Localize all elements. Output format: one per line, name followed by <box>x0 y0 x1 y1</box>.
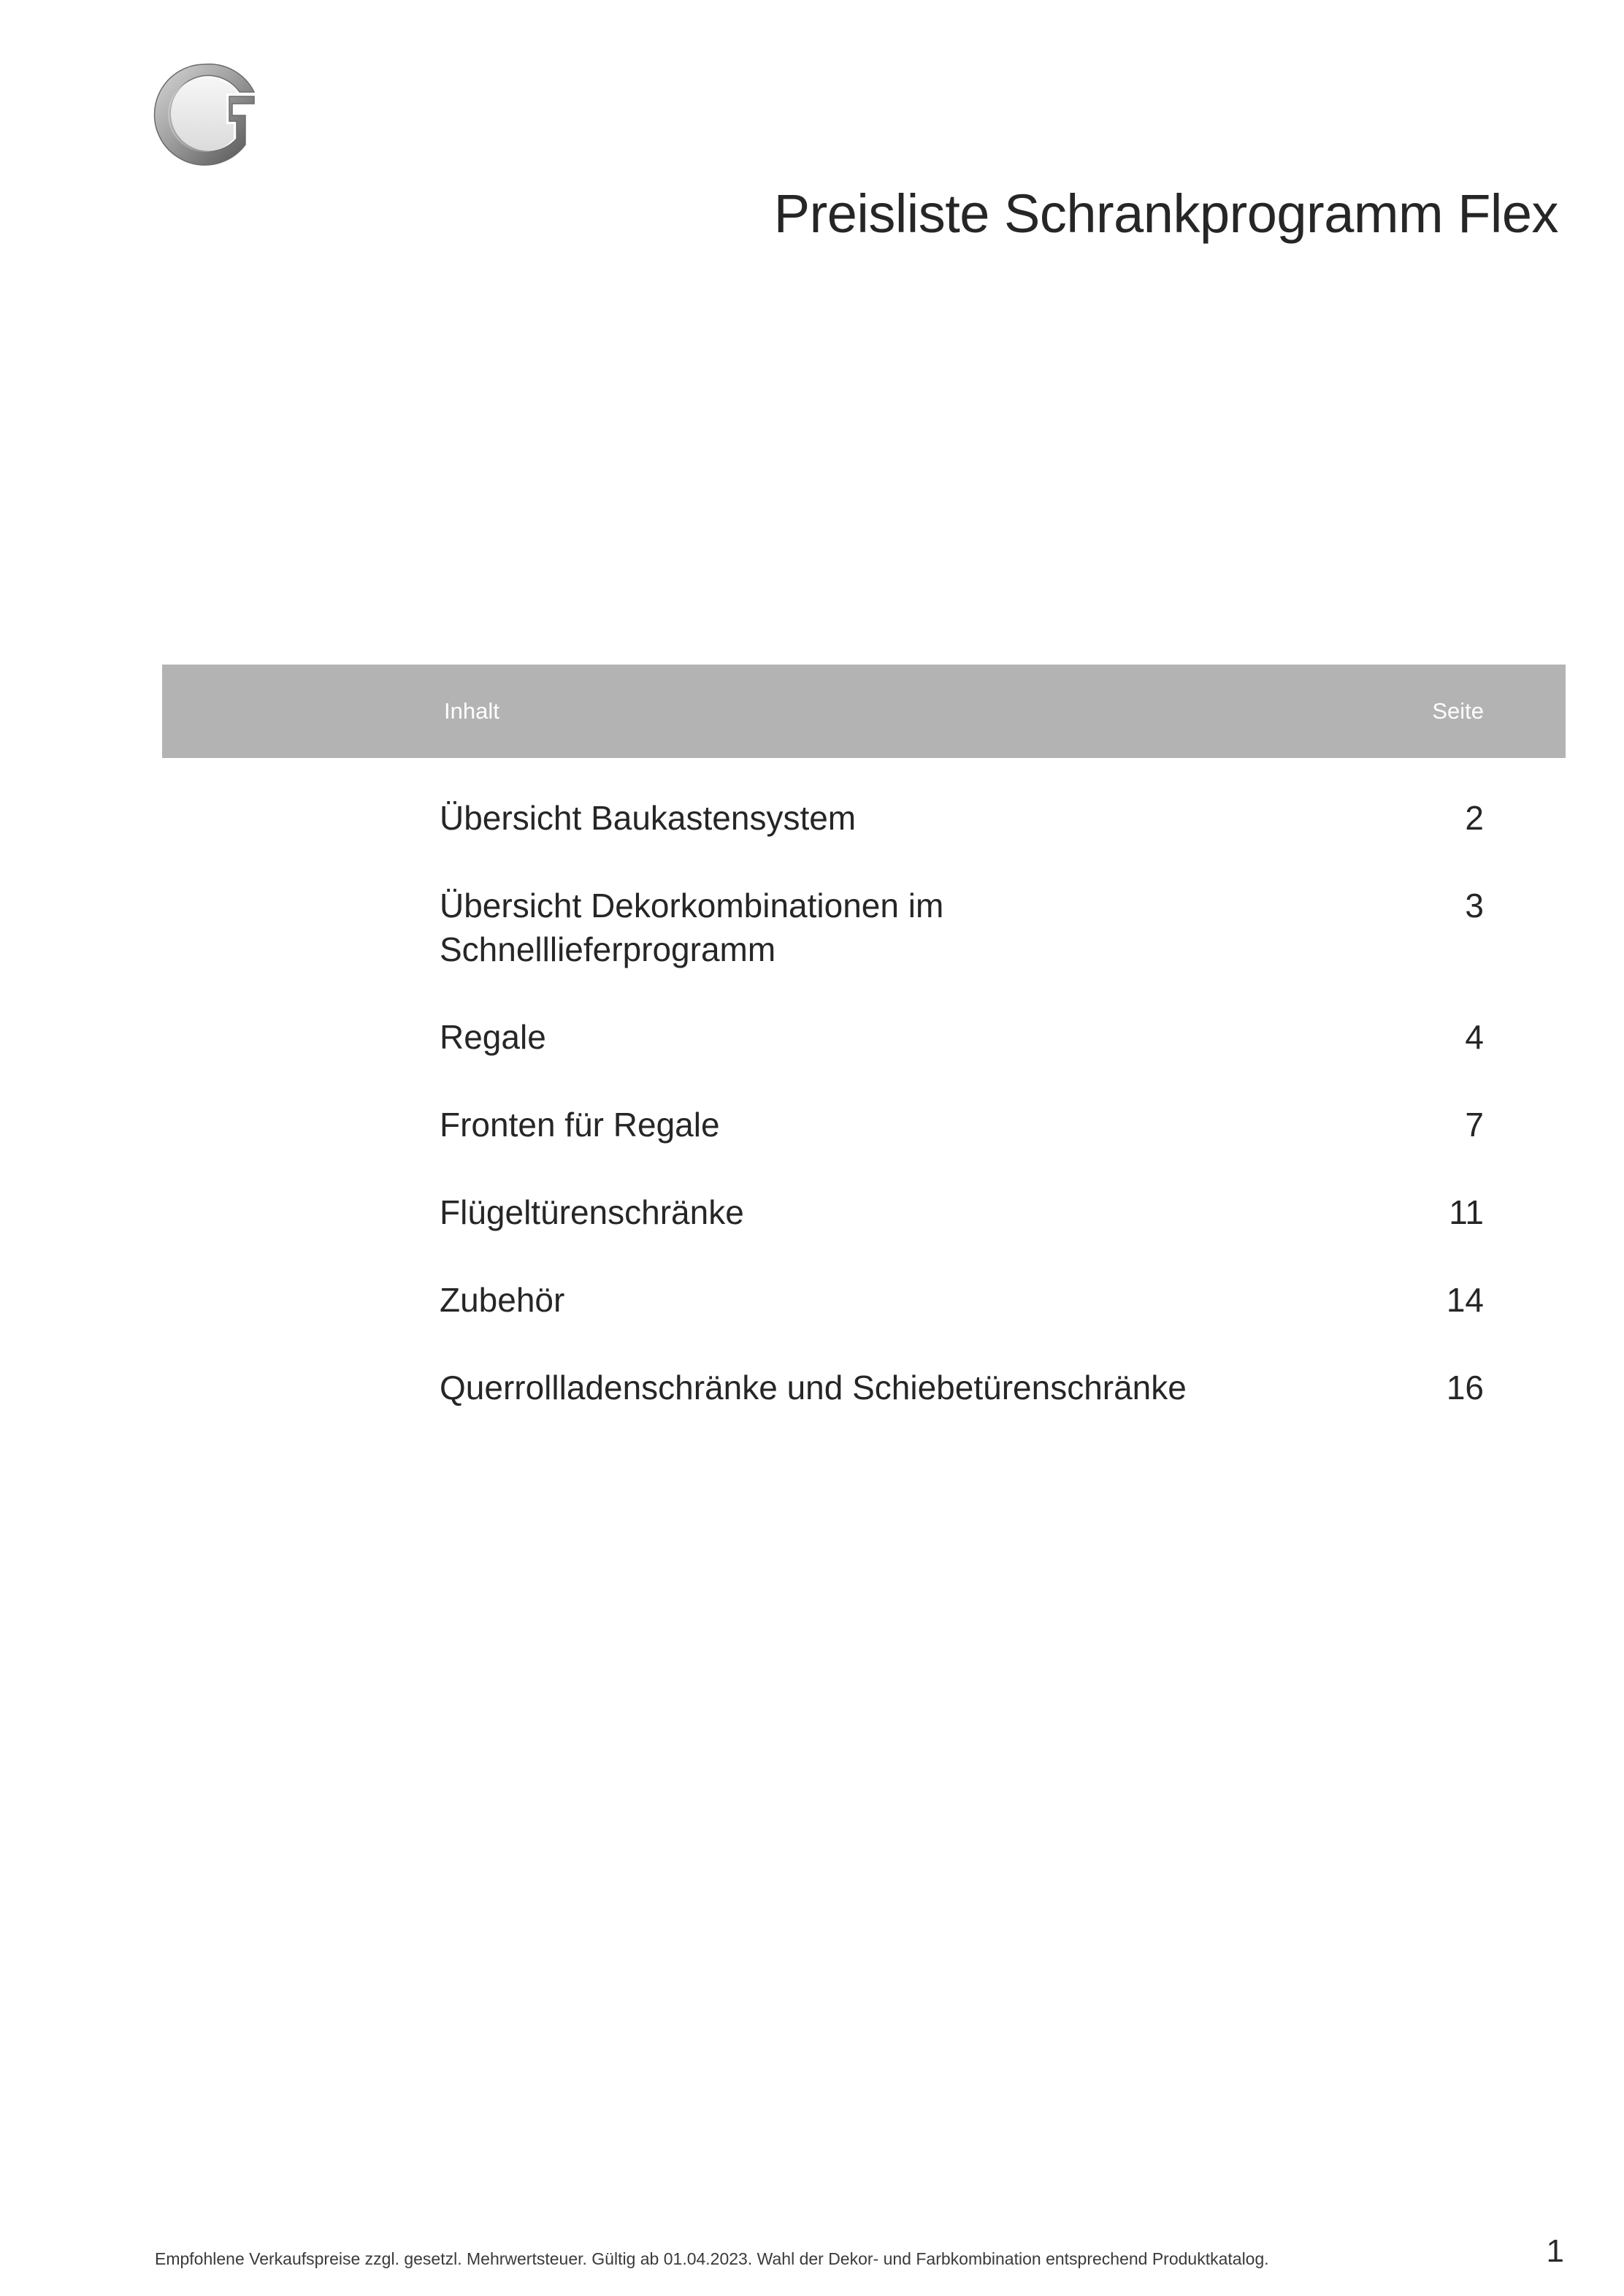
toc-entry-label: Übersicht Dekorkombinationen im Schnelllieferprogramm <box>440 887 944 968</box>
toc-entry-label: Übersicht Baukastensystem <box>440 799 857 837</box>
toc-entry-label: Querrollladenschränke und Schiebetürenschränke <box>440 1369 1187 1407</box>
toc-entry[interactable] <box>440 1190 1484 1234</box>
toc-entry-page: 7 <box>1465 1106 1484 1144</box>
toc-entry[interactable] <box>440 1015 1484 1059</box>
toc-entry[interactable] <box>440 1103 1484 1147</box>
toc-entry[interactable] <box>440 1278 1484 1322</box>
toc-entry-page: 2 <box>1465 799 1484 837</box>
toc-entry-page: 16 <box>1446 1369 1484 1407</box>
toc-entry-page: 11 <box>1449 1193 1484 1231</box>
toc-header-bar <box>162 665 1566 758</box>
toc-entry-page: 3 <box>1465 887 1484 925</box>
company-logo <box>153 63 257 167</box>
toc-entry-page: 14 <box>1446 1281 1484 1319</box>
footer-note: Empfohlene Verkaufspreise zzgl. gesetzl. Mehrwertsteuer. Gültig ab 01.04.2023. Wahl der Dekor- und Farbkombination entsprechend Produktkatalog. <box>155 2249 1269 2268</box>
toc-header-contents: Inhalt <box>444 698 499 724</box>
table-of-contents <box>440 796 1484 1453</box>
toc-entry-page: 4 <box>1465 1018 1484 1056</box>
toc-header-page: Seite <box>1432 698 1484 724</box>
toc-entry-label: Zubehör <box>440 1281 565 1319</box>
toc-entry[interactable] <box>440 796 1484 840</box>
page-number: 1 <box>1546 2233 1564 2269</box>
toc-entry-label: Regale <box>440 1018 546 1056</box>
toc-entry-label: Flügeltürenschränke <box>440 1193 744 1231</box>
toc-entry[interactable] <box>440 884 1484 971</box>
page-title: Preisliste Schrankprogramm Flex <box>773 183 1558 244</box>
toc-entry[interactable] <box>440 1366 1484 1409</box>
toc-entry-label: Fronten für Regale <box>440 1106 720 1144</box>
